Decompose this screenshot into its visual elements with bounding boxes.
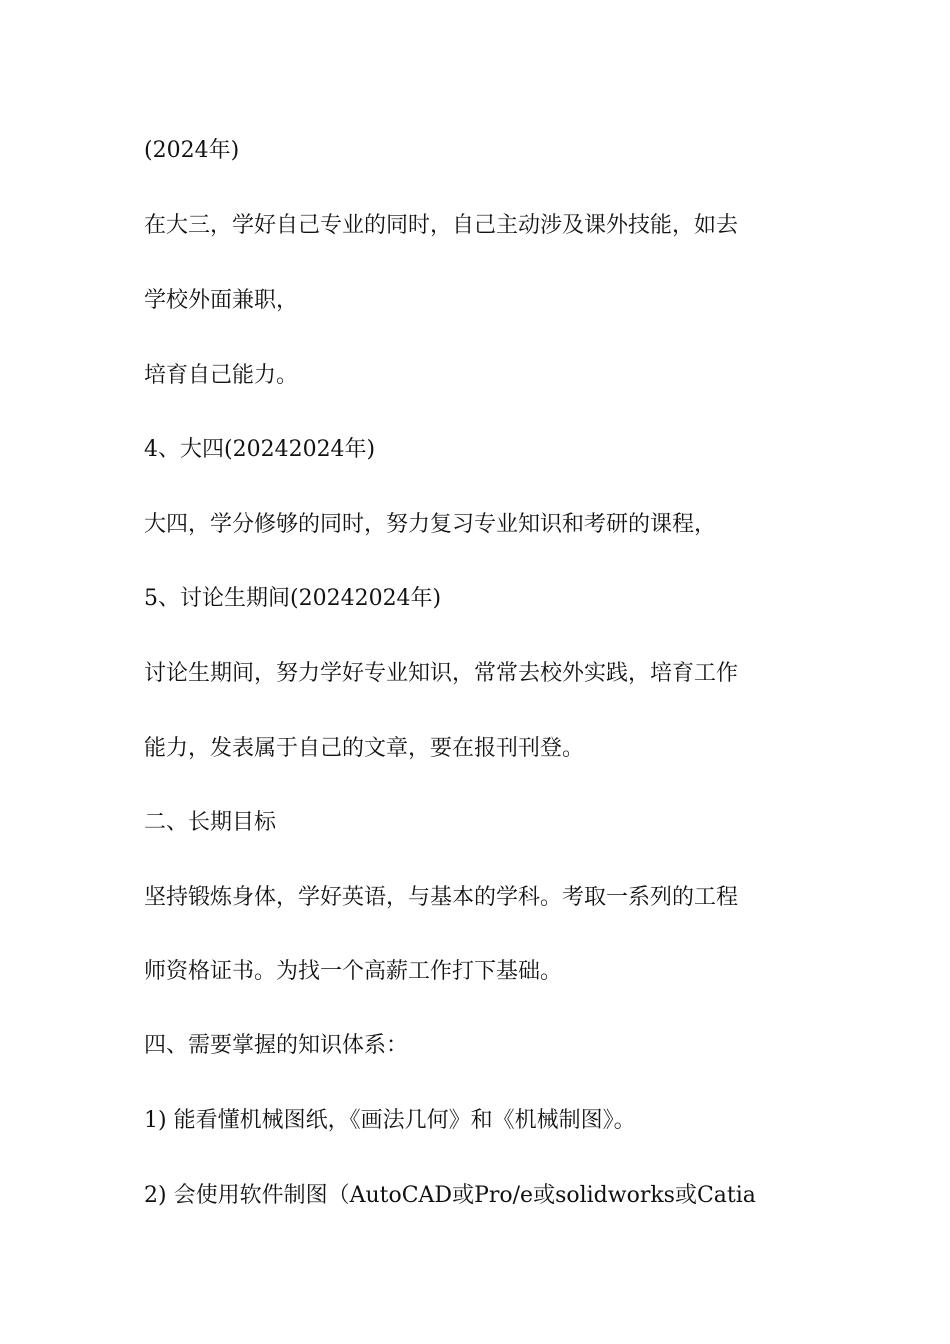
text-line: 能力，发表属于自己的文章，要在报刊刊登。	[144, 736, 585, 761]
list-item: 1) 能看懂机械图纸，《画法几何》和《机械制图》。	[144, 1108, 636, 1133]
text-line: 坚持锻炼身体，学好英语，与基本的学科。考取一系列的工程	[144, 885, 739, 910]
text-line: 在大三，学好自己专业的同时，自己主动涉及课外技能，如去	[144, 213, 739, 238]
text-line: 讨论生期间，努力学好专业知识，常常去校外实践，培育工作	[144, 661, 739, 686]
text-line: 师资格证书。为找一个高薪工作打下基础。	[144, 959, 563, 984]
section-heading: 4、大四(20242024年)	[144, 437, 376, 462]
list-item: 2) 会使用软件制图（AutoCAD或Pro/e或solidworks或Catia	[144, 1183, 756, 1208]
text-line: 学校外面兼职，	[144, 288, 299, 313]
text-line: 大四，学分修够的同时，努力复习专业知识和考研的课程，	[144, 512, 717, 537]
section-heading: 四、需要掌握的知识体系：	[144, 1033, 409, 1058]
text-line: 培育自己能力。	[144, 363, 299, 388]
text-line: (2024年)	[144, 138, 240, 163]
section-heading: 5、讨论生期间(20242024年)	[144, 586, 442, 611]
section-heading: 二、长期目标	[144, 810, 277, 835]
